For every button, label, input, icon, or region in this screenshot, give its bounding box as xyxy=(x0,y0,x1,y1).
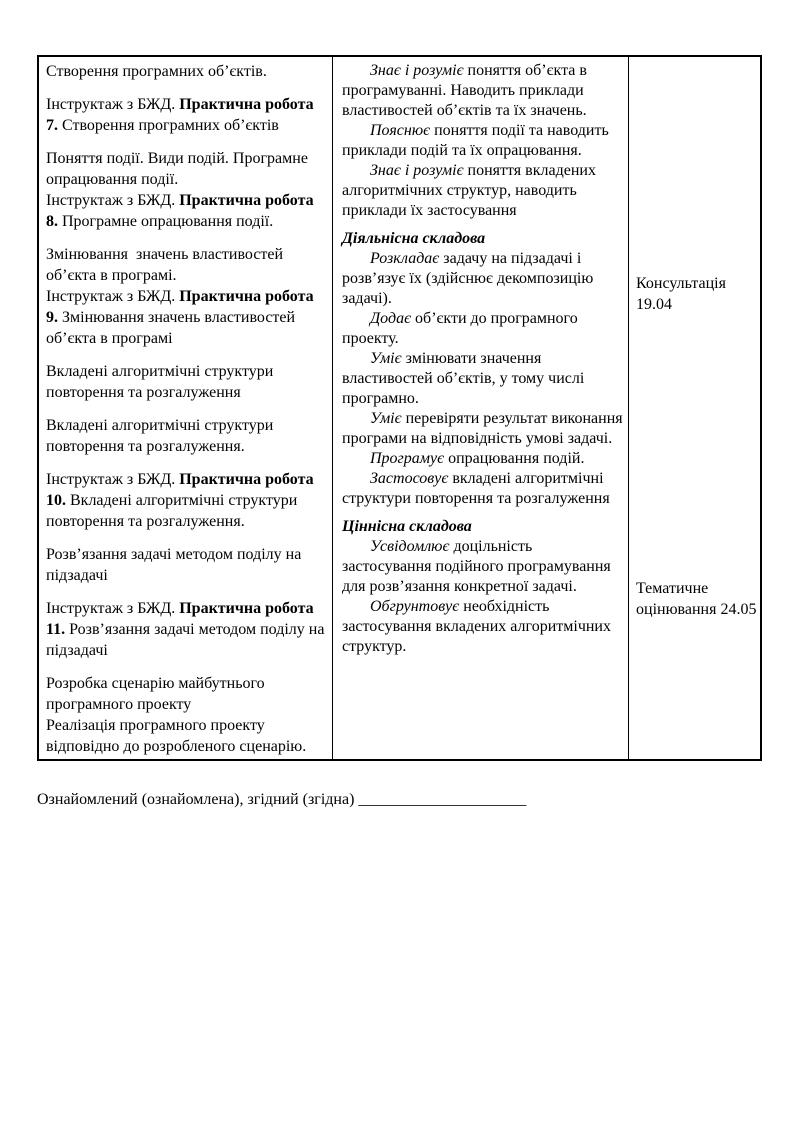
paragraph xyxy=(46,148,326,190)
paragraph xyxy=(46,715,326,757)
text-run: Практична робота 9. xyxy=(46,288,314,326)
text-run: Обгрунтовує xyxy=(370,598,460,615)
paragraph xyxy=(342,349,623,409)
text-run: Практична робота 11. xyxy=(46,600,314,638)
text-run: Пояснює xyxy=(370,122,431,139)
paragraph xyxy=(46,544,326,586)
text-run: Знає і розуміє xyxy=(370,162,464,179)
text-run: Практична робота 8. xyxy=(46,192,314,230)
paragraph xyxy=(342,449,623,469)
text-run: Інструктаж з БЖД. xyxy=(46,288,180,305)
notes-column xyxy=(629,57,760,759)
text-run: вкладені алгоритмічні структури повторення та розгалуження xyxy=(342,470,610,507)
text-run: Практична робота 10. xyxy=(46,471,314,509)
paragraph xyxy=(342,409,623,449)
text-run: Інструктаж з БЖД. xyxy=(46,471,180,488)
text-run: Реалізація програмного проекту відповідно до розробленого сценарію. xyxy=(46,717,307,755)
paragraph xyxy=(342,161,623,221)
paragraph xyxy=(342,469,623,509)
paragraph xyxy=(46,286,326,349)
text-run: Розробка сценарію майбутнього програмного проекту xyxy=(46,675,265,713)
paragraph xyxy=(342,121,623,161)
acknowledgement-label: Ознайомлений (ознайомлена), згідний (згідна) xyxy=(37,791,359,808)
text-run: Вкладені алгоритмічні структури повторення та розгалуження. xyxy=(46,417,274,455)
paragraph xyxy=(342,517,623,537)
paragraph xyxy=(46,469,326,532)
text-run: Створення програмних об’єктів xyxy=(58,117,279,134)
text-run: необхідність застосування вкладених алгоритмічних структур. xyxy=(342,598,611,655)
text-run: поняття вкладених алгоритмічних структур, наводить приклади їх застосування xyxy=(342,162,596,219)
text-run: Інструктаж з БЖД. xyxy=(46,192,180,209)
text-run: Створення програмних об’єктів. xyxy=(46,63,267,80)
text-run: Застосовує xyxy=(370,470,449,487)
text-run: Розкладає xyxy=(370,250,440,267)
text-run: Програмує xyxy=(370,450,445,467)
text-run: змінювати значення властивостей об’єктів, у тому числі програмно. xyxy=(342,350,585,407)
text-run: об’єкти до програмного проекту. xyxy=(342,310,578,347)
paragraph xyxy=(342,229,623,249)
signature-blank-line: _____________________ xyxy=(358,791,527,808)
text-run: Ціннісна складова xyxy=(342,518,472,535)
text-run: доцільність застосування подійного програмування для розв’язання конкретної задачі. xyxy=(342,538,611,595)
paragraph xyxy=(46,61,326,82)
text-run: поняття об’єкта в програмуванні. Наводить приклади властивостей об’єктів та їх значень. xyxy=(342,62,587,119)
text-run: Уміє xyxy=(370,350,402,367)
paragraph xyxy=(342,61,623,121)
text-run: Змінювання значень властивостей об’єкта в програмі xyxy=(46,309,296,347)
paragraph xyxy=(46,415,326,457)
acknowledgement-line xyxy=(37,789,526,810)
paragraph xyxy=(46,244,326,286)
paragraph xyxy=(46,598,326,661)
text-run: Усвідомлює xyxy=(370,538,450,555)
text-run: Програмне опрацювання події. xyxy=(58,213,274,230)
text-run: Уміє xyxy=(370,410,402,427)
paragraph xyxy=(342,537,623,597)
text-run: Розв’язання задачі методом поділу на підзадачі xyxy=(46,546,302,584)
text-run: Вкладені алгоритмічні структури повторення та розгалуження xyxy=(46,363,274,401)
text-run: Змінювання значень властивостей об’єкта в програмі. xyxy=(46,246,284,284)
text-run: задачу на підзадачі і розв’язує їх (здійснює декомпозицію задачі). xyxy=(342,250,594,307)
text-run: Додає xyxy=(370,310,412,327)
text-run: перевіряти результат виконання програми на відповідність умові задачі. xyxy=(342,410,623,447)
paragraph xyxy=(342,309,623,349)
text-run: Інструктаж з БЖД. xyxy=(46,600,180,617)
text-run: Практична робота 7. xyxy=(46,96,314,134)
note-thematic-assessment: Тематичне оцінювання 24.05 xyxy=(636,580,757,618)
paragraph xyxy=(46,190,326,232)
paragraph xyxy=(46,94,326,136)
text-run: Поняття події. Види подій. Програмне опрацювання події. xyxy=(46,150,308,188)
learning-outcomes-column xyxy=(333,57,629,759)
curriculum-table xyxy=(37,55,762,761)
paragraph xyxy=(46,361,326,403)
note-consultation: Консультація 19.04 xyxy=(636,275,726,313)
text-run: Інструктаж з БЖД. xyxy=(46,96,180,113)
text-run: Вкладені алгоритмічні структури повторення та розгалуження. xyxy=(46,492,298,530)
paragraph xyxy=(46,673,326,715)
paragraph xyxy=(342,597,623,657)
text-run: опрацювання подій. xyxy=(444,450,585,467)
topics-column xyxy=(39,57,333,759)
text-run: Діяльнісна складова xyxy=(342,230,486,247)
text-run: Розв’язання задачі методом поділу на підзадачі xyxy=(46,621,325,659)
text-run: Знає і розуміє xyxy=(370,62,464,79)
text-run: поняття події та наводить приклади подій та їх опрацювання. xyxy=(342,122,609,159)
paragraph xyxy=(342,249,623,309)
